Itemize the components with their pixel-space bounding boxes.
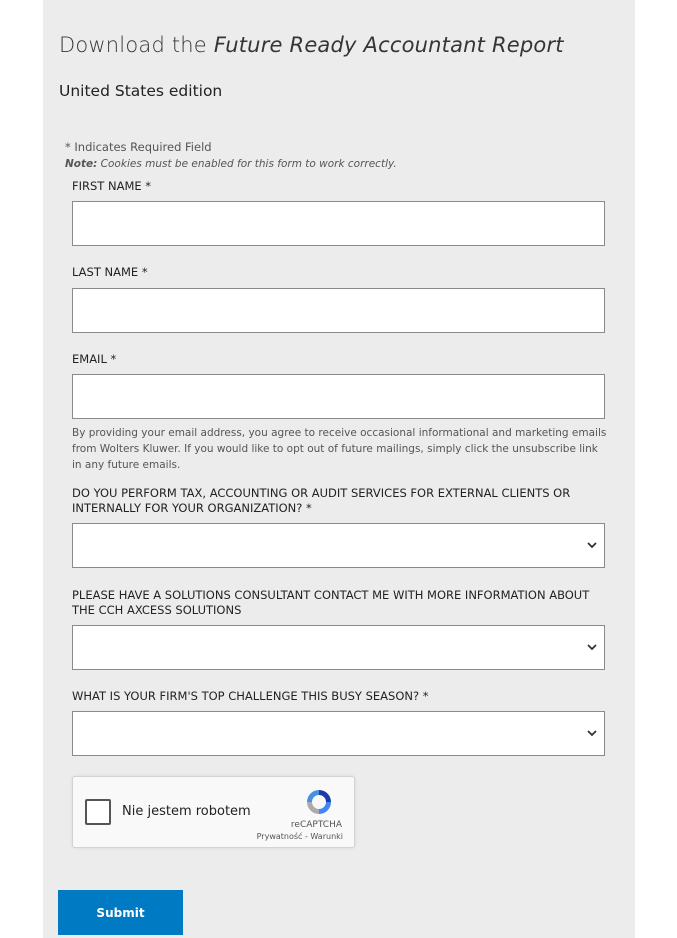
chevron-down-icon (586, 640, 598, 654)
recaptcha-label: Nie jestem robotem (122, 804, 251, 819)
last-name-input[interactable] (72, 288, 605, 333)
chevron-down-icon (586, 726, 598, 740)
page-title (59, 33, 564, 57)
services-label: DO YOU PERFORM TAX, ACCOUNTING OR AUDIT SERVICES FOR EXTERNAL CLIENTS OR INTERNALLY FOR YOUR ORGANIZATION? * (72, 486, 571, 515)
email-disclaimer: By providing your email address, you agree to receive occasional informational and marketing emails from Wolters Kluwer. If you would like to opt out of future mailings, simply click the unsubscribe link in any future emails. (72, 427, 607, 471)
cookie-note-text: Cookies must be enabled for this form to work correctly. (97, 158, 397, 170)
first-name-label: FIRST NAME * (72, 179, 152, 193)
recaptcha-logo-icon (304, 787, 334, 817)
recaptcha-links[interactable]: Prywatność - Warunki (256, 832, 343, 841)
title-prefix: Download the (59, 33, 214, 57)
challenge-label: WHAT IS YOUR FIRM'S TOP CHALLENGE THIS BUSY SEASON? * (72, 689, 429, 703)
services-select[interactable] (72, 523, 605, 568)
title-report-name: Future Ready Accountant Report (213, 33, 564, 57)
email-label: EMAIL * (72, 352, 117, 366)
challenge-select[interactable] (72, 711, 605, 756)
recaptcha-brand: reCAPTCHA (290, 820, 342, 830)
chevron-down-icon (586, 538, 598, 552)
last-name-label: LAST NAME * (72, 265, 148, 279)
recaptcha-widget (72, 776, 355, 848)
edition-subtitle: United States edition (59, 82, 223, 100)
consultant-select[interactable] (72, 625, 605, 670)
consultant-label: PLEASE HAVE A SOLUTIONS CONSULTANT CONTACT ME WITH MORE INFORMATION ABOUT THE CCH AXCESS SOLUTIONS (72, 588, 590, 617)
required-field-note: * Indicates Required Field (65, 140, 212, 154)
cookie-note-label: Note: (65, 158, 98, 170)
cookie-note (65, 158, 397, 170)
submit-button[interactable]: Submit (58, 890, 183, 935)
email-input[interactable] (72, 374, 605, 419)
first-name-input[interactable] (72, 201, 605, 246)
recaptcha-checkbox[interactable] (85, 799, 111, 825)
